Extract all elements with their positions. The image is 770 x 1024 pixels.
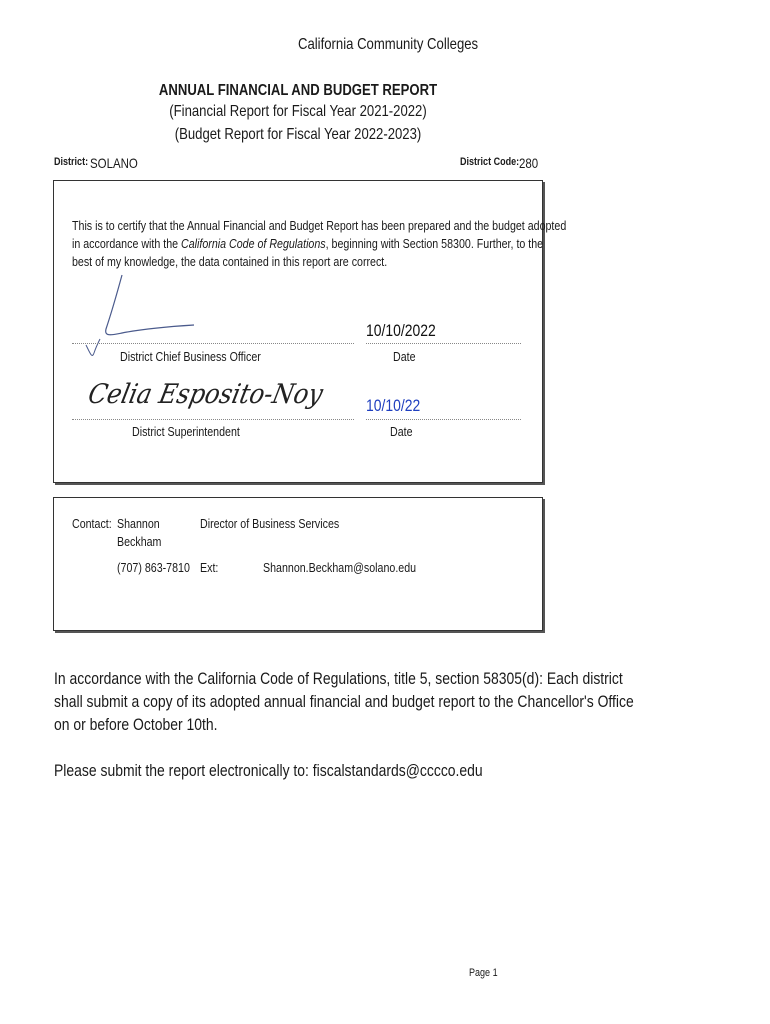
district-code-label: District Code: [460, 156, 520, 168]
code-of-regulations-ref: California Code of Regulations [181, 236, 326, 251]
certification-line-3: best of my knowledge, the data contained in this report are correct. [72, 254, 388, 269]
contact-email: Shannon.Beckham@solano.edu [263, 560, 417, 575]
superintendent-signature-line [72, 419, 354, 420]
contact-ext-label: Ext: [200, 560, 219, 575]
district-value: SOLANO [90, 155, 138, 171]
report-title: ANNUAL FINANCIAL AND BUDGET REPORT [158, 82, 438, 99]
superintendent-label: District Superintendent [132, 424, 240, 439]
certification-box [53, 180, 567, 483]
submit-instructions: Please submit the report electronically to: fiscalstandards@cccco.edu [54, 761, 483, 780]
contact-title: Director of Business Services [200, 516, 340, 531]
superintendent-signature: Celia Esposito-Noy [85, 379, 326, 410]
certification-line-2-tail: , beginning with Section 58300. Further, to the [325, 236, 544, 251]
officer-date-label: Date [393, 349, 416, 364]
contact-box [53, 497, 543, 631]
notice-line-2: shall submit a copy of its adopted annual financial and budget report to the Chancellor's Office [54, 692, 634, 711]
org-name: California Community Colleges [298, 36, 479, 53]
officer-date: 10/10/2022 [366, 321, 436, 340]
officer-signature-line [72, 343, 354, 344]
officer-date-line [366, 343, 521, 344]
superintendent-date: 10/10/22 [366, 396, 421, 415]
notice-line-3: on or before October 10th. [54, 715, 218, 734]
contact-first-name: Shannon [117, 516, 160, 531]
superintendent-date-label: Date [390, 424, 413, 439]
district-code-value: 280 [519, 155, 539, 171]
contact-last-name: Beckham [117, 534, 162, 549]
certification-line-2-text: in accordance with the [72, 236, 182, 251]
district-label: District: [54, 156, 89, 168]
report-subtitle-budget: (Budget Report for Fiscal Year 2022-2023) [174, 126, 422, 143]
contact-label: Contact: [72, 516, 112, 531]
certification-line-2 [72, 235, 543, 253]
contact-phone: (707) 863-7810 [117, 560, 190, 575]
certification-line-1: This is to certify that the Annual Financial and Budget Report has been prepared and the budget adopted [72, 218, 567, 233]
notice-line-1: In accordance with the California Code of Regulations, title 5, section 58305(d): Each district [54, 669, 623, 688]
superintendent-date-line [366, 419, 521, 420]
page-number: Page 1 [469, 967, 498, 979]
report-subtitle-financial: (Financial Report for Fiscal Year 2021-2022) [169, 103, 427, 120]
officer-label: District Chief Business Officer [120, 349, 261, 364]
